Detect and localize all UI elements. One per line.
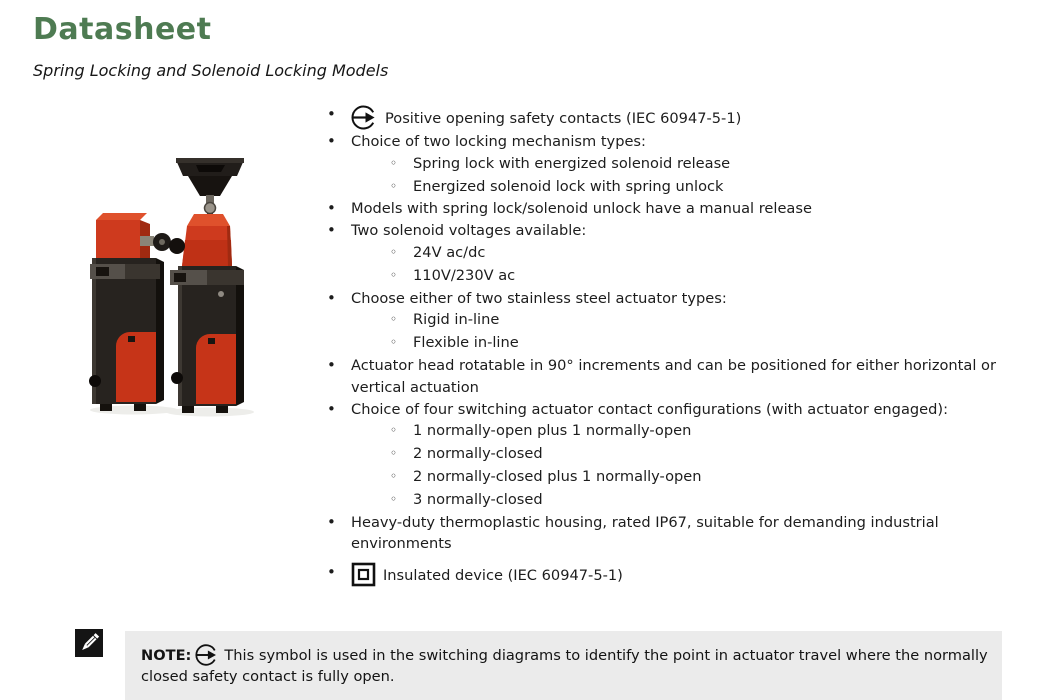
- bullet-dot: [322, 131, 351, 153]
- bullet-circle: [390, 309, 413, 332]
- page-subtitle: Spring Locking and Solenoid Locking Models: [33, 61, 389, 80]
- bullet-dot: [322, 399, 351, 421]
- bullet-dot: [322, 512, 351, 556]
- bullet-circle: [390, 443, 413, 466]
- feature-sub-text: Rigid in-line: [413, 311, 500, 329]
- feature-sub-text: Flexible in-line: [413, 334, 519, 352]
- feature-sub-item: [322, 309, 1014, 332]
- bullet-circle: [390, 489, 413, 512]
- feature-sub-item: [322, 153, 1014, 176]
- bullet-circle: [390, 420, 413, 443]
- feature-item: [322, 399, 1014, 421]
- note-text: This symbol is used in the switching diagrams to identify the point in actuator travel where the normally closed safety contact is fully open.: [141, 647, 988, 685]
- switch-rigid: [170, 158, 244, 413]
- feature-item: [322, 562, 1014, 587]
- bullet-circle: [390, 332, 413, 355]
- feature-sub-item: [322, 443, 1014, 466]
- insulated-device-icon: [351, 562, 376, 587]
- feature-text: Heavy-duty thermoplastic housing, rated IP67, suitable for demanding industrial environments: [351, 513, 939, 553]
- bullet-circle: [390, 242, 413, 265]
- bullet-dot: [322, 198, 351, 220]
- bullet-dot: [322, 104, 351, 131]
- feature-sub-text: 3 normally-closed: [413, 490, 543, 508]
- page-title: Datasheet: [33, 12, 212, 47]
- positive-opening-icon: [195, 643, 219, 667]
- pencil-note-icon: [75, 629, 103, 657]
- feature-item: [322, 512, 1014, 556]
- feature-text: Two solenoid voltages available:: [351, 222, 587, 240]
- positive-opening-icon: [351, 104, 378, 131]
- feature-sub-item: [322, 242, 1014, 265]
- feature-sub-text: 110V/230V ac: [413, 266, 516, 284]
- note-box: [125, 631, 1002, 700]
- feature-text: Positive opening safety contacts (IEC 60947-5-1): [351, 104, 1014, 131]
- feature-item: [322, 131, 1014, 153]
- switch-flexible: [89, 213, 185, 411]
- feature-item: [322, 355, 1014, 399]
- feature-text: Models with spring lock/solenoid unlock have a manual release: [351, 200, 812, 218]
- feature-item: [322, 220, 1014, 242]
- feature-text: Choice of four switching actuator contact configurations (with actuator engaged):: [351, 400, 949, 418]
- feature-item: [322, 104, 1014, 131]
- note-label: NOTE:: [141, 647, 192, 664]
- feature-text: Insulated device (IEC 60947-5-1): [351, 562, 1014, 587]
- feature-sub-item: [322, 489, 1014, 512]
- bullet-dot: [322, 562, 351, 587]
- feature-sub-text: 24V ac/dc: [413, 243, 486, 261]
- feature-text: Actuator head rotatable in 90° increments and can be positioned for either horizontal or vertical actuation: [351, 356, 996, 396]
- bullet-dot: [322, 355, 351, 399]
- feature-list: [322, 104, 1014, 587]
- product-photo: [70, 138, 322, 422]
- feature-text: Choose either of two stainless steel actuator types:: [351, 289, 727, 307]
- feature-sub-item: [322, 466, 1014, 489]
- feature-sub-item: [322, 332, 1014, 355]
- feature-text: Choice of two locking mechanism types:: [351, 133, 646, 150]
- feature-sub-item: [322, 420, 1014, 443]
- bullet-dot: [322, 220, 351, 242]
- feature-item: [322, 288, 1014, 310]
- feature-sub-text: Spring lock with energized solenoid release: [413, 154, 731, 172]
- feature-sub-item: [322, 265, 1014, 288]
- bullet-circle: [390, 466, 413, 489]
- feature-sub-text: 2 normally-closed plus 1 normally-open: [413, 467, 702, 485]
- feature-sub-text: 1 normally-open plus 1 normally-open: [413, 422, 692, 440]
- feature-sub-text: Energized solenoid lock with spring unlock: [413, 177, 724, 195]
- bullet-circle: [390, 265, 413, 288]
- bullet-dot: [322, 288, 351, 310]
- bullet-circle: [390, 153, 413, 176]
- bullet-circle: [390, 176, 413, 199]
- feature-sub-item: [322, 176, 1014, 199]
- feature-sub-text: 2 normally-closed: [413, 445, 543, 463]
- feature-item: [322, 198, 1014, 220]
